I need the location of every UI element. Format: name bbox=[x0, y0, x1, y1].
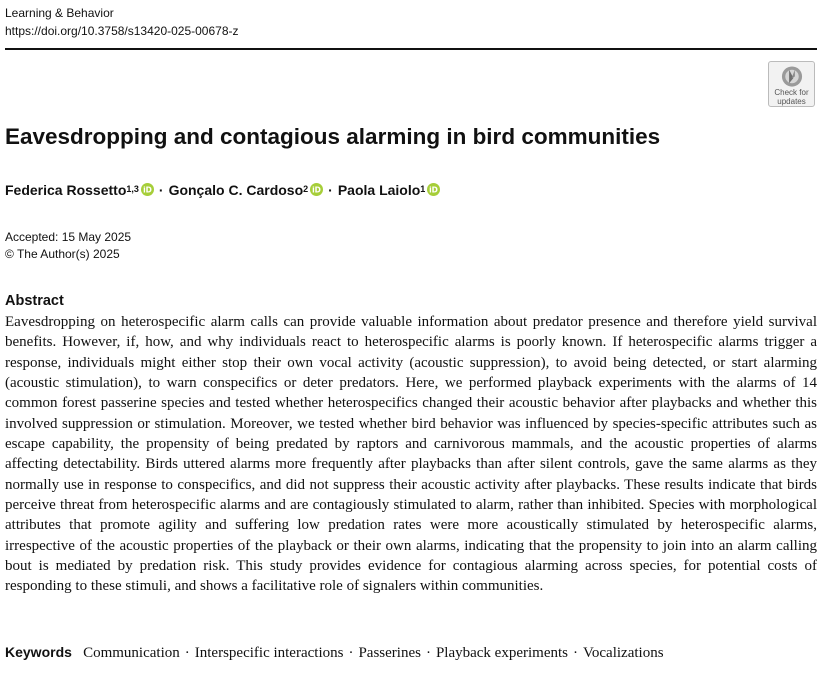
keyword[interactable]: Communication bbox=[83, 645, 180, 661]
author-name[interactable]: Paola Laiolo bbox=[337, 182, 421, 198]
keyword-separator: · bbox=[573, 645, 578, 661]
abstract-heading: Abstract bbox=[5, 293, 64, 309]
author-affiliation: 2 bbox=[303, 184, 309, 194]
article-title: Eavesdropping and contagious alarming in bird communities bbox=[5, 124, 661, 149]
author-name[interactable]: Gonçalo C. Cardoso bbox=[168, 182, 304, 198]
keywords-line bbox=[5, 642, 664, 663]
keyword[interactable]: Passerines bbox=[358, 645, 421, 661]
header-divider bbox=[5, 48, 817, 50]
author-separator: · bbox=[158, 182, 164, 198]
svg-text:iD: iD bbox=[429, 185, 439, 195]
keyword-separator: · bbox=[348, 645, 354, 661]
abstract-text: Eavesdropping on heterospecific alarm calls can provide valuable information about predator presence and therefore yield survival benefits. However, if, how, and why individuals react to heterospecific alarms is poorly known. If heterospecific alarms trigger a response, individuals might either stop their own vocal activity (acoustic suppression), to avoid being detected, or start alarming (acoustic stimulation), to warn conspecifics or deter predators. Here, we performed playback experiments with the alarms of 14 common forest passerine species and tested whether heterospecifics changed their acoustic behavior after playbacks and whether this involved suppression or stimulation. Moreover, we tested whether bird behavior was influenced by species-specific attributes such as escape capability, the propensity of being predated by raptors and carnivorous mammals, and the acoustic properties of alarms affecting detectability. Birds uttered alarms more frequently after playbacks than after silent controls, gave the same alarms as they normally use in response to conspecifics, and did not suppress their acoustic activity after playbacks. These results indicate that birds perceive threat from heterospecific alarms and are contagiously stimulated to alarm, rather than inhibited. Species with morphological attributes that promote agility and suffering low predation rates were more acoustically stimulated by heterospecific alarms, irrespective of the acoustic properties of the playback or their own alarms, indicating that the propensity to join into an alarm calling bout is mediated by predation risk. This study provides evidence for contagious alarming across species, for potential costs of responding to these stimuli, and shows a facilitative role of signalers within communities. bbox=[5, 314, 817, 595]
author-list bbox=[5, 180, 440, 200]
journal-name: Learning & Behavior bbox=[5, 6, 114, 20]
keyword-separator: · bbox=[425, 645, 431, 661]
author-affiliation: 1 bbox=[420, 184, 426, 194]
keyword-list bbox=[83, 645, 663, 661]
check-for-updates-badge[interactable] bbox=[768, 61, 815, 107]
svg-text:iD: iD bbox=[312, 185, 322, 195]
author-name[interactable]: Federica Rossetto bbox=[5, 182, 127, 198]
keyword[interactable]: Playback experiments bbox=[435, 645, 568, 661]
badge-line-2: updates bbox=[777, 97, 806, 106]
doi-link[interactable]: https://doi.org/10.3758/s13420-025-00678-z bbox=[5, 24, 239, 38]
keyword-separator: · bbox=[184, 645, 190, 661]
keywords-label: Keywords bbox=[5, 644, 72, 660]
svg-text:iD: iD bbox=[142, 185, 152, 195]
orcid-icon[interactable] bbox=[310, 183, 323, 196]
orcid-icon[interactable] bbox=[141, 183, 154, 196]
copyright-notice: © The Author(s) 2025 bbox=[5, 247, 120, 261]
keyword[interactable]: Interspecific interactions bbox=[194, 645, 344, 661]
author-separator: · bbox=[328, 182, 333, 198]
author-affiliation: 1,3 bbox=[126, 184, 139, 194]
check-for-updates-icon bbox=[780, 65, 804, 88]
accepted-date: Accepted: 15 May 2025 bbox=[5, 230, 132, 244]
orcid-icon[interactable] bbox=[427, 183, 440, 196]
badge-line-1: Check for bbox=[774, 88, 809, 97]
keyword[interactable]: Vocalizations bbox=[583, 645, 664, 661]
